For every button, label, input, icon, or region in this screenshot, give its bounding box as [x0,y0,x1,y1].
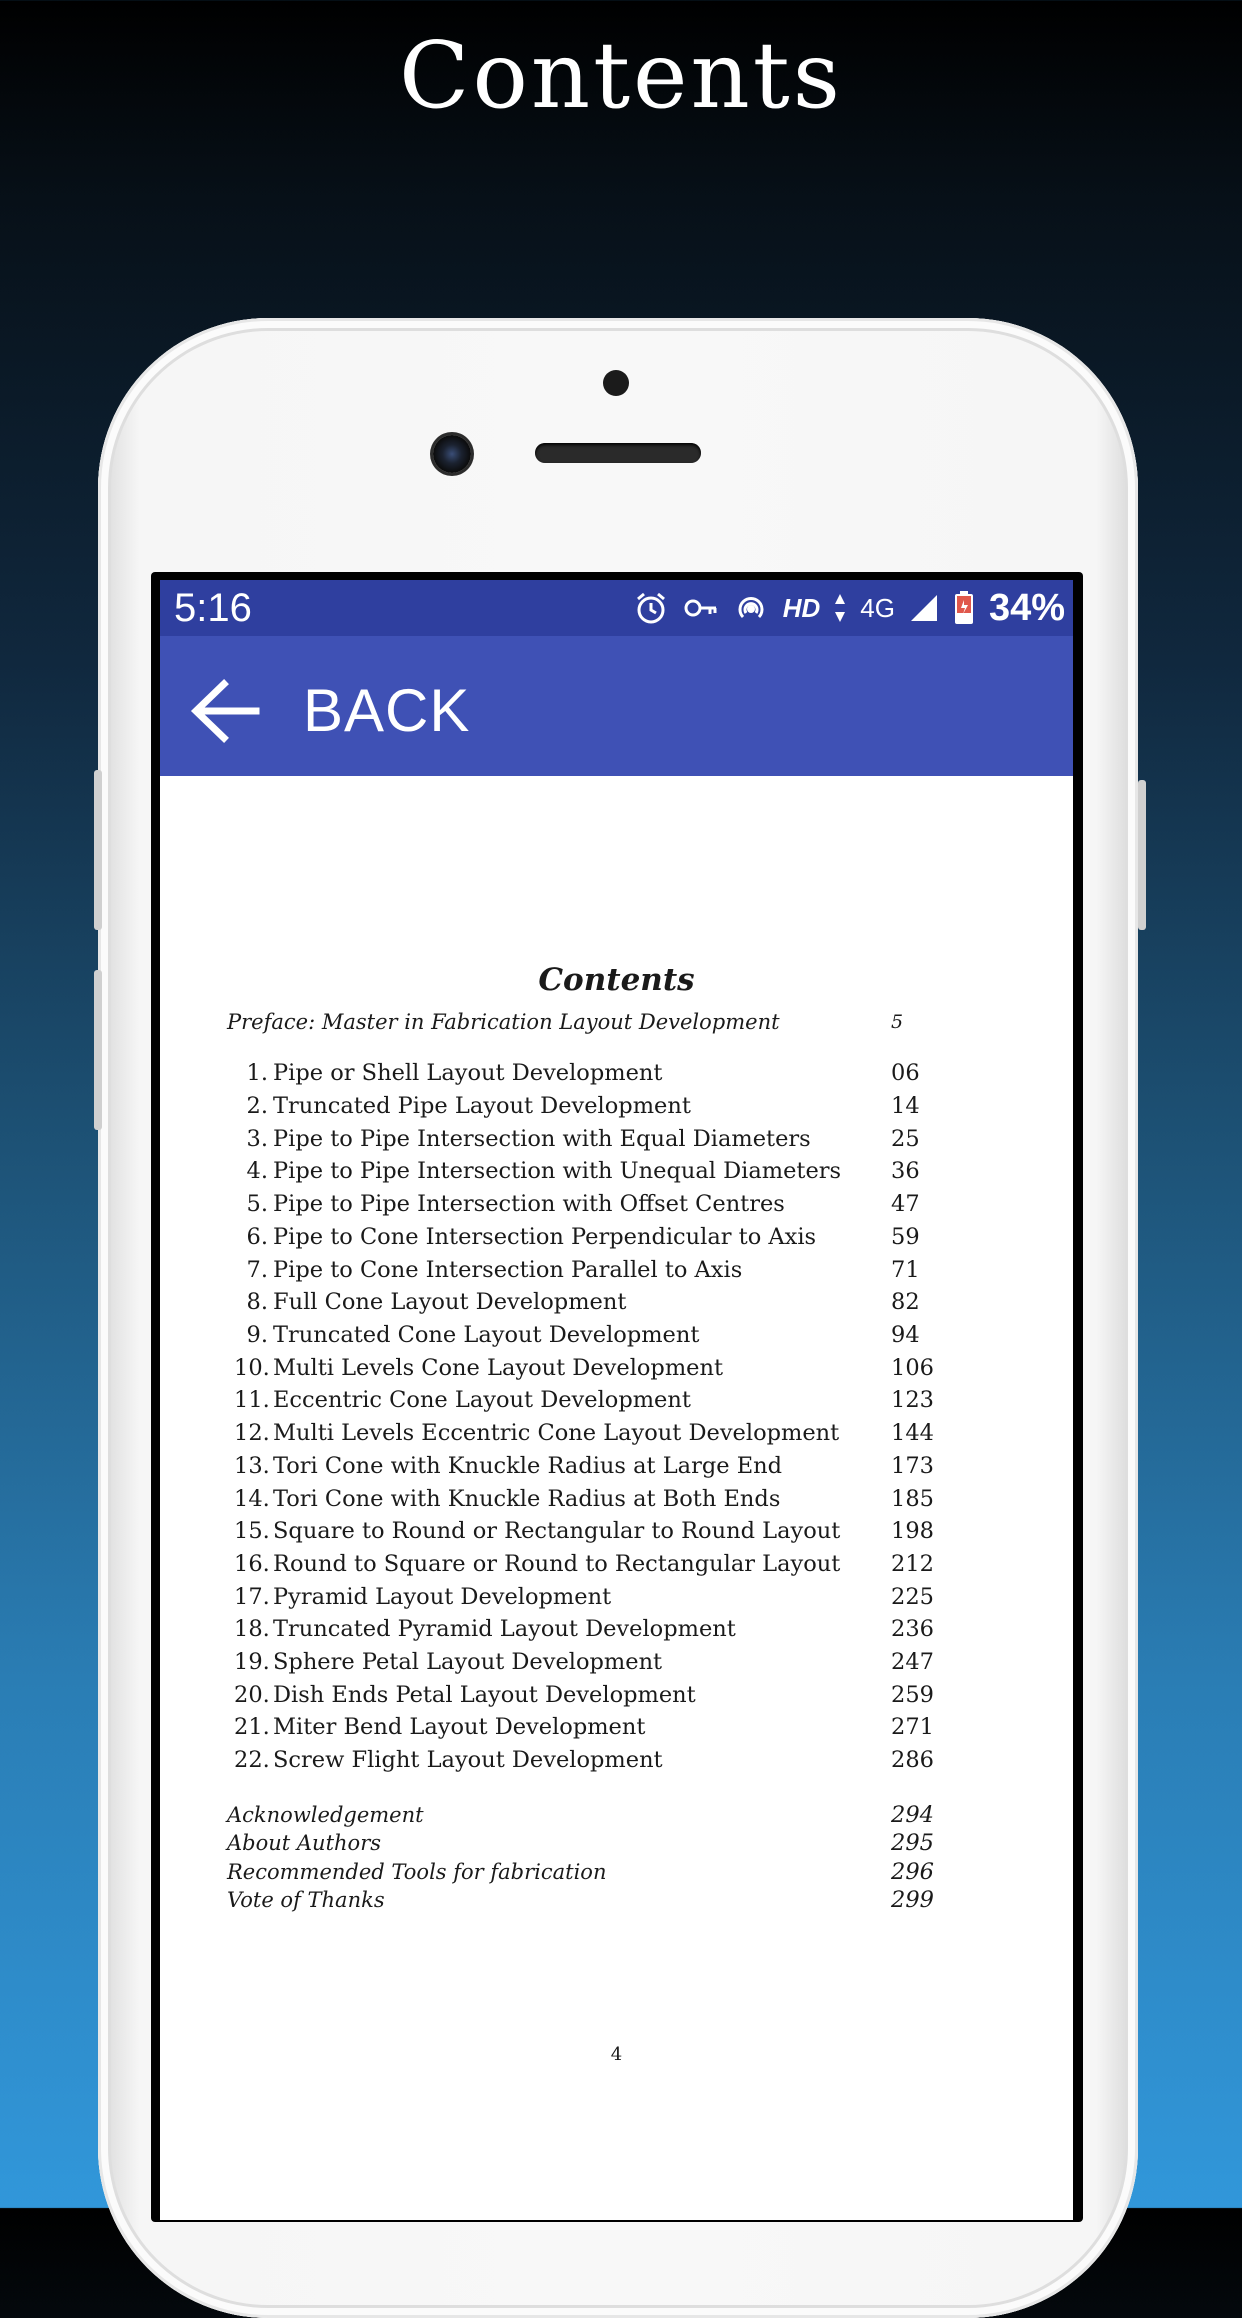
toc-num: 21. [234,1714,270,1740]
toc-page: 198 [891,1518,934,1544]
toc-title: Pipe to Pipe Intersection with Unequal Diameters [273,1158,842,1184]
toc-page: 173 [891,1453,934,1479]
toc-preface [160,1007,1073,1037]
toc-title: Round to Square or Round to Rectangular Layout [273,1551,841,1577]
network-type: 4G [860,592,895,623]
toc-num: 2. [246,1093,268,1119]
toc-row [160,1647,1073,1677]
toc-num: 4. [246,1158,268,1184]
document-title: Contents [538,962,695,998]
toc-title: Full Cone Layout Development [273,1289,627,1315]
toc-title: Truncated Pipe Layout Development [273,1093,691,1119]
arrow-left-icon[interactable] [190,676,260,746]
toc-num: 20. [234,1682,270,1708]
toc-page: 36 [891,1158,920,1184]
toc-title: Multi Levels Cone Layout Development [273,1355,724,1381]
phone-screen [160,580,1073,2220]
front-camera [433,435,471,473]
toc-title: Truncated Pyramid Layout Development [273,1616,736,1642]
document-page [160,776,1073,2220]
toc-row [160,1549,1073,1579]
toc-title: Eccentric Cone Layout Development [273,1387,691,1413]
promo-title: Contents [399,22,843,129]
battery-percentage: 34% [988,586,1065,629]
toc-num: 13. [234,1453,270,1479]
toc-row [160,1320,1073,1350]
toc-title: Multi Levels Eccentric Cone Layout Development [273,1420,840,1446]
hotspot-icon [733,590,769,626]
toc-page: 286 [891,1747,934,1773]
toc-num: 22. [234,1747,270,1773]
toc-title: Sphere Petal Layout Development [273,1649,663,1675]
status-icons [633,588,1065,628]
app-bar [160,636,1073,776]
toc-num: 9. [246,1322,268,1348]
toc-page: 25 [891,1126,920,1152]
earpiece-speaker [535,443,701,463]
toc-num: 19. [234,1649,270,1675]
toc-title: Vote of Thanks [227,1888,385,1912]
toc-backmatter-row [160,1857,1073,1887]
toc-num: 15. [234,1518,270,1544]
toc-row [160,1484,1073,1514]
toc-row [160,1058,1073,1088]
toc-row [160,1124,1073,1154]
toc-title: Dish Ends Petal Layout Development [273,1682,696,1708]
toc-page: 71 [891,1257,920,1283]
status-time: 5:16 [174,586,252,630]
toc-num: 6. [246,1224,268,1250]
toc-page: 236 [891,1616,934,1642]
toc-title: Tori Cone with Knuckle Radius at Large End [273,1453,783,1479]
toc-num: 14. [234,1486,270,1512]
toc-page: 144 [891,1420,934,1446]
toc-row [160,1255,1073,1285]
toc-backmatter-row [160,1885,1073,1915]
phone-side-button [94,770,102,930]
toc-num: 16. [234,1551,270,1577]
data-arrows-icon [834,592,846,624]
toc-num: 3. [246,1126,268,1152]
signal-icon [909,593,939,623]
toc-title: Pipe to Cone Intersection Perpendicular to Axis [273,1224,817,1250]
toc-page: 94 [891,1322,920,1348]
toc-row [160,1516,1073,1546]
toc-page: 247 [891,1649,934,1675]
toc-page: 295 [891,1830,934,1856]
battery-icon [953,590,975,626]
toc-num: 18. [234,1616,270,1642]
toc-num: 5. [246,1191,268,1217]
toc-num: 17. [234,1584,270,1610]
toc-num: 7. [246,1257,268,1283]
toc-title: Pipe to Cone Intersection Parallel to Axis [273,1257,743,1283]
toc-title: Truncated Cone Layout Development [273,1322,700,1348]
toc-row [160,1189,1073,1219]
page-number: 4 [610,2044,623,2065]
toc-row [160,1451,1073,1481]
toc-row [160,1156,1073,1186]
toc-title: Screw Flight Layout Development [273,1747,663,1773]
toc-page: 123 [891,1387,934,1413]
toc-title: Pipe or Shell Layout Development [273,1060,663,1086]
alarm-icon [633,590,669,626]
back-button-label[interactable]: BACK [303,677,471,744]
toc-page: 06 [891,1060,920,1086]
toc-page: 299 [891,1887,934,1913]
toc-page: 296 [891,1859,934,1885]
toc-num: 8. [246,1289,268,1315]
toc-page: 47 [891,1191,920,1217]
toc-page: 5 [891,1011,904,1033]
hd-indicator: HD [782,592,821,623]
toc-page: 271 [891,1714,934,1740]
toc-page: 259 [891,1682,934,1708]
toc-backmatter-row [160,1800,1073,1830]
toc-page: 59 [891,1224,920,1250]
status-bar [160,580,1073,636]
toc-row [160,1582,1073,1612]
toc-page: 212 [891,1551,934,1577]
vpn-key-icon [683,590,719,626]
toc-title: Square to Round or Rectangular to Round Layout [273,1518,841,1544]
toc-page: 225 [891,1584,934,1610]
toc-row [160,1353,1073,1383]
phone-side-button [1138,780,1146,930]
toc-title: Pipe to Pipe Intersection with Offset Centres [273,1191,785,1217]
proximity-sensor [603,370,629,396]
toc-row [160,1091,1073,1121]
toc-row [160,1385,1073,1415]
toc-page: 106 [891,1355,934,1381]
toc-row [160,1614,1073,1644]
toc-title: Acknowledgement [227,1803,424,1827]
toc-num: 10. [234,1355,270,1381]
toc-num: 12. [234,1420,270,1446]
toc-page: 14 [891,1093,920,1119]
toc-row [160,1745,1073,1775]
toc-num: 1. [246,1060,268,1086]
toc-row [160,1222,1073,1252]
toc-row [160,1680,1073,1710]
toc-title: Preface: Master in Fabrication Layout Development [227,1010,780,1034]
toc-title: Recommended Tools for fabrication [227,1860,607,1884]
toc-title: Miter Bend Layout Development [273,1714,646,1740]
phone-side-button [94,970,102,1130]
toc-row [160,1287,1073,1317]
toc-title: Pyramid Layout Development [273,1584,612,1610]
toc-title: About Authors [227,1831,382,1855]
toc-row [160,1712,1073,1742]
toc-row [160,1418,1073,1448]
toc-page: 82 [891,1289,920,1315]
toc-backmatter-row [160,1828,1073,1858]
toc-title: Tori Cone with Knuckle Radius at Both Ends [273,1486,781,1512]
toc-num: 11. [234,1387,270,1413]
toc-title: Pipe to Pipe Intersection with Equal Diameters [273,1126,811,1152]
toc-page: 185 [891,1486,934,1512]
toc-page: 294 [891,1802,934,1828]
